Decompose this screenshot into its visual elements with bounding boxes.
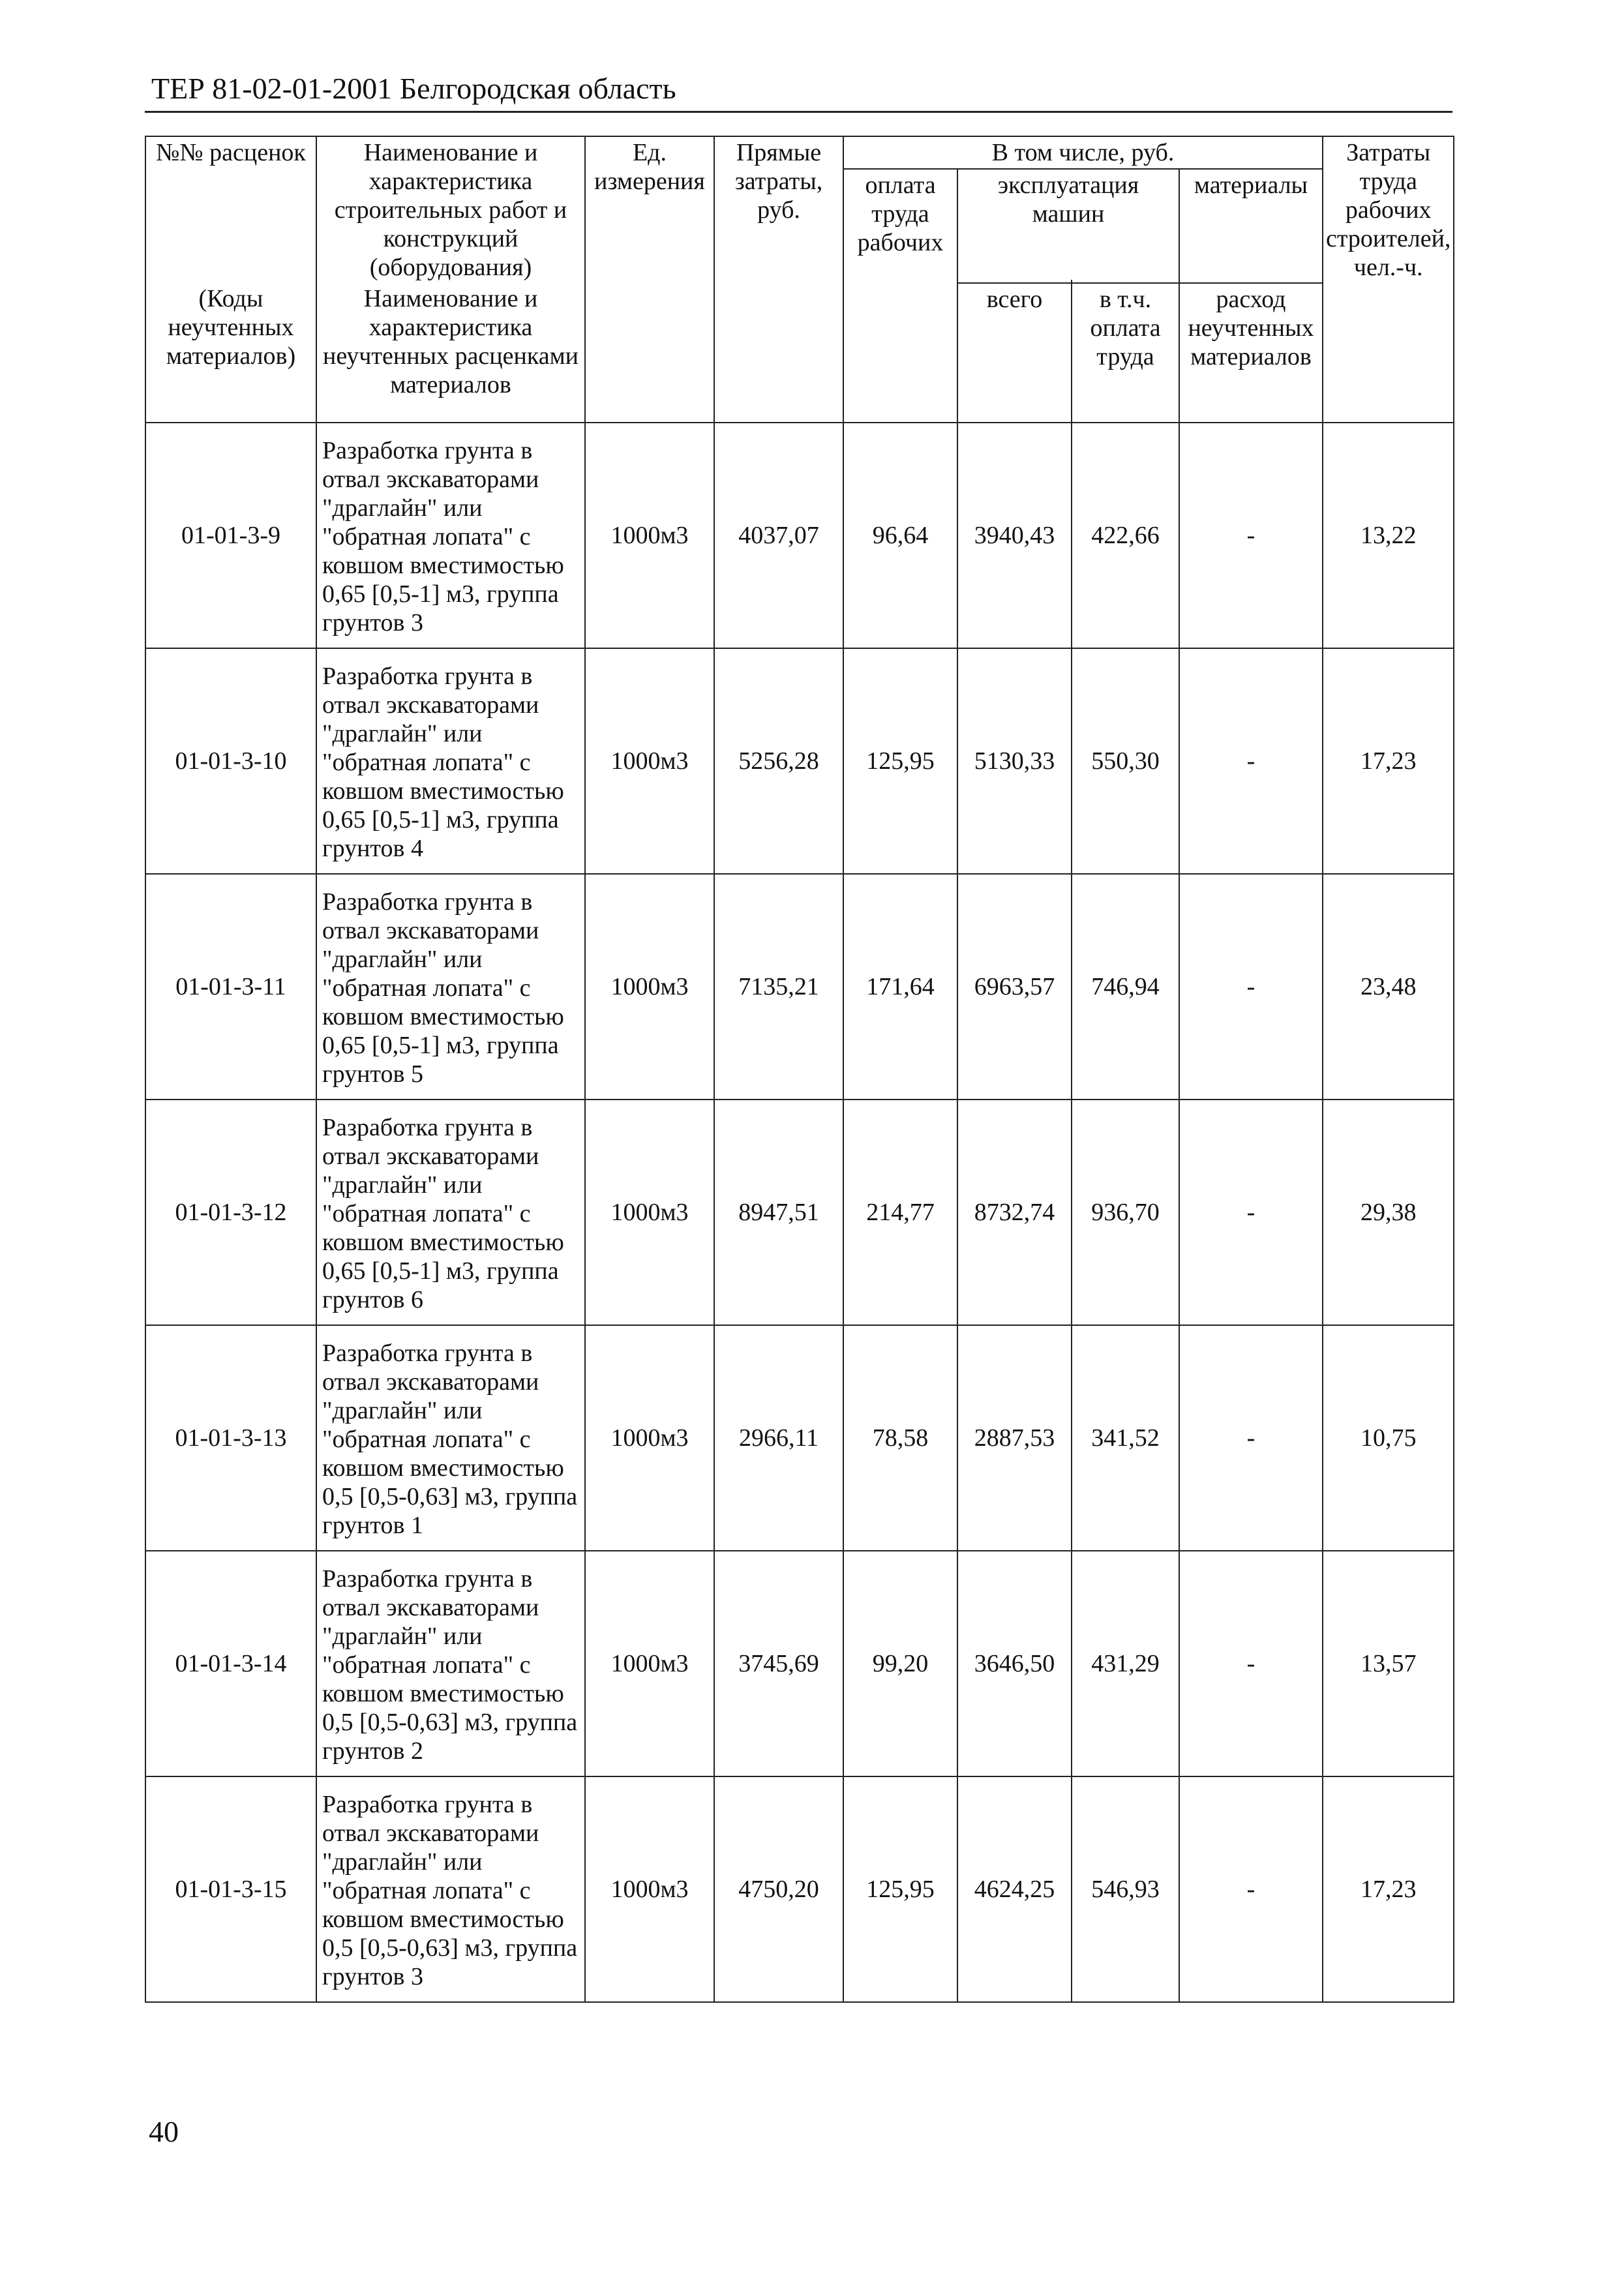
materials-cell: - — [1179, 874, 1323, 1100]
machines-pay-cell: 936,70 — [1072, 1100, 1179, 1325]
materials-cell: - — [1179, 648, 1323, 874]
col-incl-header: В том числе, руб. — [843, 136, 1323, 169]
table-row — [145, 874, 1454, 1100]
labor-hours-cell: 17,23 — [1323, 648, 1454, 874]
rate-code: 01-01-3-14 — [145, 1551, 316, 1776]
direct-cost-cell: 3745,69 — [714, 1551, 843, 1776]
col-unaccounted-header: расход неучтенных материалов — [1179, 283, 1323, 423]
unit-cell: 1000м3 — [585, 1776, 714, 2002]
col-machines-pay-header: в т.ч. оплата труда — [1072, 283, 1179, 423]
direct-cost-cell: 8947,51 — [714, 1100, 843, 1325]
header-divider — [145, 111, 1452, 113]
direct-cost-cell: 4750,20 — [714, 1776, 843, 2002]
rate-code: 01-01-3-9 — [145, 423, 316, 648]
table-row — [145, 648, 1454, 874]
machines-pay-cell: 546,93 — [1072, 1776, 1179, 2002]
labor-pay-cell: 125,95 — [843, 1776, 957, 2002]
work-description: Разработка грунта в отвал экскаваторами "драглайн" или "обратная лопата" с ковшом вместимостью 0,65 [0,5-1] м3, группа грунтов 6 — [316, 1100, 585, 1325]
materials-cell: - — [1179, 1551, 1323, 1776]
table-head — [145, 136, 1454, 423]
unit-cell: 1000м3 — [585, 1100, 714, 1325]
work-description: Разработка грунта в отвал экскаваторами "драглайн" или "обратная лопата" с ковшом вместимостью 0,65 [0,5-1] м3, группа грунтов 4 — [316, 648, 585, 874]
direct-cost-cell: 4037,07 — [714, 423, 843, 648]
table-row — [145, 1100, 1454, 1325]
table-row — [145, 1551, 1454, 1776]
unit-cell: 1000м3 — [585, 1551, 714, 1776]
labor-hours-cell: 23,48 — [1323, 874, 1454, 1100]
table-row — [145, 423, 1454, 648]
col-name-header: Наименование и характеристика строительных работ и конструкций (оборудования) — [316, 136, 585, 283]
rate-code: 01-01-3-12 — [145, 1100, 316, 1325]
table-row — [145, 1776, 1454, 2002]
col-code-header: №№ расценок — [145, 136, 316, 283]
col-name-subheader: Наименование и характеристика неучтенных расценками материалов — [316, 283, 585, 423]
rate-code: 01-01-3-13 — [145, 1325, 316, 1551]
labor-pay-cell: 125,95 — [843, 648, 957, 874]
rate-table — [145, 136, 1454, 2003]
rate-code: 01-01-3-15 — [145, 1776, 316, 2002]
rate-code: 01-01-3-11 — [145, 874, 316, 1100]
labor-pay-cell: 214,77 — [843, 1100, 957, 1325]
machines-pay-cell: 422,66 — [1072, 423, 1179, 648]
machines-total-cell: 6963,57 — [957, 874, 1072, 1100]
labor-hours-cell: 29,38 — [1323, 1100, 1454, 1325]
labor-pay-cell: 171,64 — [843, 874, 957, 1100]
col-machines-total-header: всего — [957, 283, 1072, 423]
labor-hours-cell: 10,75 — [1323, 1325, 1454, 1551]
machines-pay-cell: 550,30 — [1072, 648, 1179, 874]
direct-cost-cell: 2966,11 — [714, 1325, 843, 1551]
direct-cost-cell: 5256,28 — [714, 648, 843, 874]
work-description: Разработка грунта в отвал экскаваторами "драглайн" или "обратная лопата" с ковшом вместимостью 0,65 [0,5-1] м3, группа грунтов 5 — [316, 874, 585, 1100]
work-description: Разработка грунта в отвал экскаваторами "драглайн" или "обратная лопата" с ковшом вместимостью 0,5 [0,5-0,63] м3, группа грунтов 3 — [316, 1776, 585, 2002]
labor-hours-cell: 13,57 — [1323, 1551, 1454, 1776]
work-description: Разработка грунта в отвал экскаваторами "драглайн" или "обратная лопата" с ковшом вместимостью 0,5 [0,5-0,63] м3, группа грунтов 1 — [316, 1325, 585, 1551]
col-materials-header: материалы — [1179, 169, 1323, 280]
machines-total-cell: 4624,25 — [957, 1776, 1072, 2002]
machines-pay-cell: 431,29 — [1072, 1551, 1179, 1776]
materials-cell: - — [1179, 1100, 1323, 1325]
machines-total-cell: 8732,74 — [957, 1100, 1072, 1325]
table-row — [145, 1325, 1454, 1551]
unit-cell: 1000м3 — [585, 423, 714, 648]
machines-total-cell: 3940,43 — [957, 423, 1072, 648]
col-unit-header: Ед. измерения — [585, 136, 714, 423]
col-code-subheader: (Коды неучтенных материалов) — [145, 283, 316, 423]
materials-cell: - — [1179, 1776, 1323, 2002]
rate-code: 01-01-3-10 — [145, 648, 316, 874]
work-description: Разработка грунта в отвал экскаваторами "драглайн" или "обратная лопата" с ковшом вместимостью 0,65 [0,5-1] м3, группа грунтов 3 — [316, 423, 585, 648]
page-number: 40 — [149, 2115, 179, 2148]
labor-hours-cell: 17,23 — [1323, 1776, 1454, 2002]
unit-cell: 1000м3 — [585, 648, 714, 874]
col-labor-cost-header: Затраты труда рабочих строителей, чел.-ч. — [1323, 136, 1454, 423]
materials-cell: - — [1179, 1325, 1323, 1551]
labor-pay-cell: 99,20 — [843, 1551, 957, 1776]
labor-pay-cell: 96,64 — [843, 423, 957, 648]
machines-total-cell: 5130,33 — [957, 648, 1072, 874]
materials-cell: - — [1179, 423, 1323, 648]
work-description: Разработка грунта в отвал экскаваторами "драглайн" или "обратная лопата" с ковшом вместимостью 0,5 [0,5-0,63] м3, группа грунтов 2 — [316, 1551, 585, 1776]
machines-total-cell: 2887,53 — [957, 1325, 1072, 1551]
machines-total-cell: 3646,50 — [957, 1551, 1072, 1776]
page-header-title: ТЕР 81-02-01-2001 Белгородская область — [151, 72, 676, 105]
unit-cell: 1000м3 — [585, 874, 714, 1100]
unit-cell: 1000м3 — [585, 1325, 714, 1551]
labor-pay-cell: 78,58 — [843, 1325, 957, 1551]
col-direct-header: Прямые затраты, руб. — [714, 136, 843, 423]
col-machines-header: эксплуатация машин — [957, 169, 1179, 280]
machines-pay-cell: 341,52 — [1072, 1325, 1179, 1551]
direct-cost-cell: 7135,21 — [714, 874, 843, 1100]
col-labor-pay-header: оплата труда рабочих — [843, 169, 957, 423]
labor-hours-cell: 13,22 — [1323, 423, 1454, 648]
machines-pay-cell: 746,94 — [1072, 874, 1179, 1100]
